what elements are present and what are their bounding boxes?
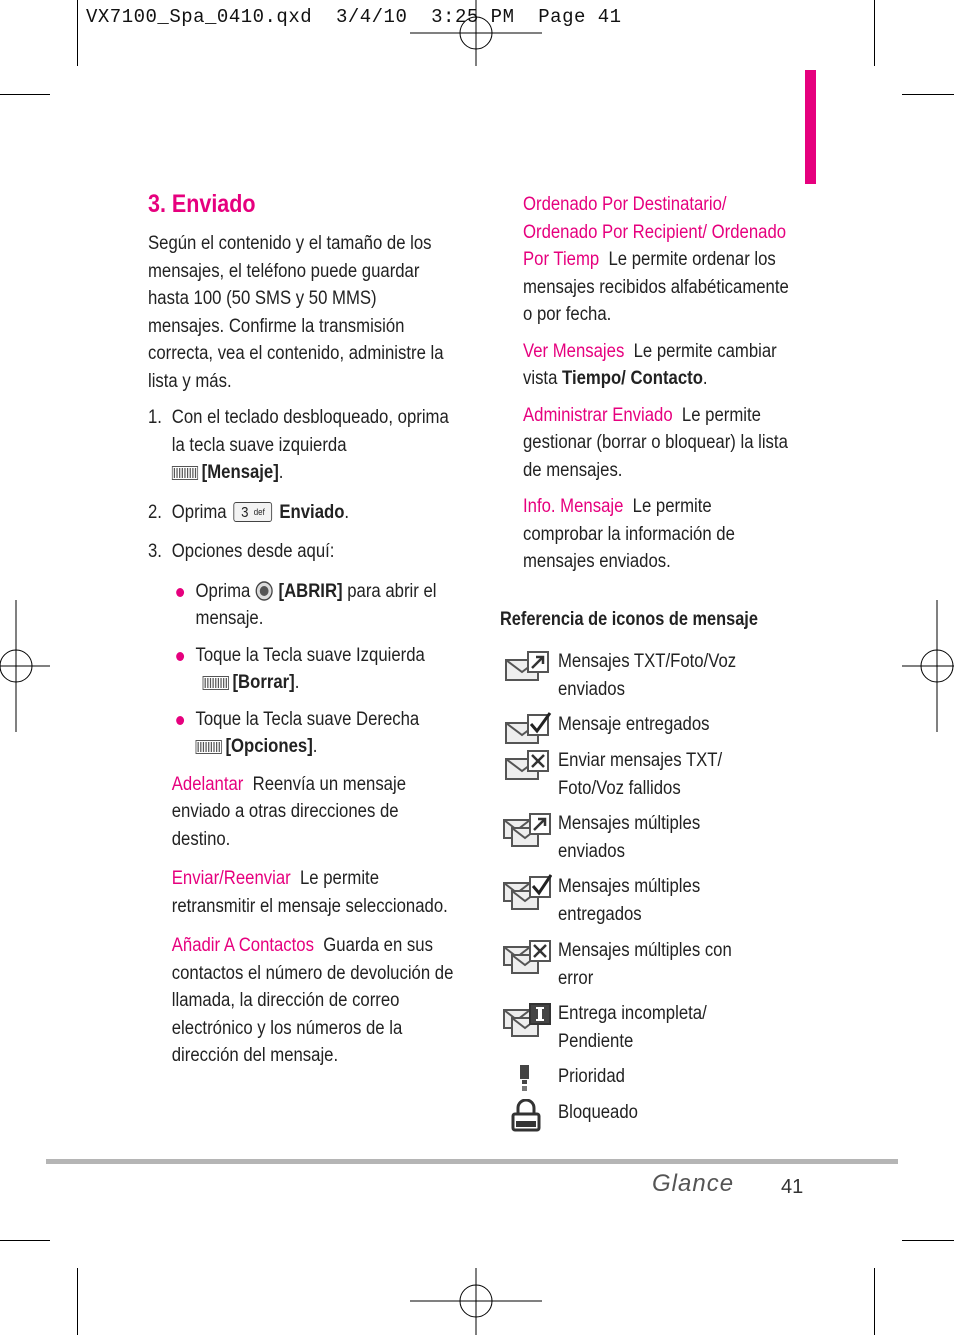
icon-ref-row — [500, 1063, 820, 1098]
brand-logo: Glance — [652, 1170, 735, 1197]
menu-enviado: Enviado — [279, 501, 345, 523]
ok-key-icon — [256, 581, 274, 601]
key-3-icon: 3 def — [234, 502, 273, 522]
bullet-dot — [176, 588, 184, 597]
bullet-dot — [176, 716, 184, 725]
icon-ref-label: Mensajes múltiples entregados — [558, 876, 701, 925]
option-item: Info. Mensaje Le permite comprobar la información de mensajes enviados. — [523, 496, 735, 572]
icon-ref-row — [500, 747, 820, 802]
icon-ref-label: Entrega incompleta/ Pendiente — [558, 1003, 707, 1052]
envelope-sent-icon — [500, 648, 552, 688]
footer-rule — [46, 1159, 898, 1164]
option-item: Añadir A Contactos Guarda en sus contactos el número de devolución de llamada, la dirección de correo electrónico y los números de la dirección del mensaje. — [171, 935, 454, 1066]
crop-mark — [77, 0, 78, 66]
option-item: Ver Mensajes Le permite cambiar vista Tiempo/ Contacto. — [523, 340, 777, 389]
intro-paragraph: Según el contenido y el tamaño de los mensajes, el teléfono puede guardar hasta 100 (50 SMS y 50 MMS) mensajes. Confirme la transmisión correcta, vea el contenido, administre la lista y más. — [148, 233, 444, 392]
option-term: Administrar Enviado — [523, 404, 673, 426]
key-label-mensaje: [Mensaje] — [201, 462, 279, 483]
left-soft-key-icon — [172, 466, 198, 480]
icon-ref-label: Mensajes múltiples con error — [558, 940, 732, 989]
section-tab-bar — [805, 70, 816, 184]
option-term: Adelantar — [171, 773, 244, 795]
envelope-delivered-icon — [500, 711, 552, 751]
step-number: 1. — [148, 407, 162, 428]
page-number: 41 — [781, 1176, 804, 1198]
step-number: 2. — [148, 501, 162, 523]
crop-mark — [0, 94, 50, 95]
bullet-item: Oprima [ABRIR] para abrir el mensaje. — [196, 578, 456, 633]
option-term: Ver Mensajes — [523, 340, 625, 362]
multi-envelope-pending-icon — [500, 1000, 552, 1044]
icon-ref-label: Mensajes TXT/Foto/Voz enviados — [558, 651, 737, 700]
bullet-dot — [176, 652, 184, 661]
left-soft-key-icon — [203, 676, 229, 690]
icon-ref-row — [500, 1000, 820, 1055]
lock-icon — [500, 1099, 552, 1133]
crop-mark — [902, 1240, 954, 1241]
icon-ref-label: Prioridad — [558, 1066, 625, 1087]
icon-ref-row — [500, 1099, 820, 1138]
icon-ref-row — [500, 810, 820, 865]
multi-envelope-delivered-icon — [500, 873, 552, 917]
step-2: 2. Oprima 3 def Enviado. — [148, 499, 456, 527]
envelope-failed-icon — [500, 747, 552, 787]
icon-ref-label: Mensajes múltiples enviados — [558, 813, 701, 862]
step-number: 3. — [148, 541, 162, 562]
option-term: Añadir A Contactos — [171, 935, 314, 956]
option-list-left — [172, 771, 456, 1070]
icon-ref-label: Mensaje entregados — [558, 714, 710, 735]
icon-ref-row — [500, 648, 820, 703]
icon-ref-row — [500, 937, 820, 992]
print-slug: VX7100_Spa_0410.qxd 3/4/10 3:25 PM Page 41 — [86, 6, 622, 28]
crop-mark — [77, 1268, 78, 1335]
multi-envelope-error-icon — [500, 937, 552, 981]
registration-mark-right — [902, 600, 954, 732]
bullet-list — [196, 578, 456, 761]
crop-mark — [0, 1240, 50, 1241]
left-column — [148, 230, 456, 1070]
priority-icon — [500, 1063, 552, 1093]
option-item: Ordenado Por Destinatario/ Ordenado Por Recipient/ Ordenado Por Tiemp Le permite ordenar los mensajes recibidos alfabéticamente o por fecha. — [523, 194, 789, 325]
crop-mark — [902, 94, 954, 95]
bullet-item: Toque la Tecla suave Izquierda [Borrar]. — [196, 642, 456, 697]
section-title: 3. Enviado — [148, 190, 256, 218]
registration-mark-bottom — [410, 1268, 542, 1335]
option-term: Info. Mensaje — [523, 496, 624, 517]
step-3: 3. Opciones desde aquí: — [148, 538, 456, 566]
multi-envelope-sent-icon — [500, 810, 552, 854]
option-term: Ordenado Por Destinatario/ Ordenado Por Recipient/ Ordenado Por Tiemp — [523, 194, 787, 270]
step-1: 1. Con el teclado desbloqueado, oprima la tecla suave izquierda [Mensaje]. — [148, 404, 456, 487]
right-column — [523, 191, 796, 576]
registration-mark-left — [0, 600, 50, 732]
option-term: Enviar/Reenviar — [171, 868, 291, 889]
right-soft-key-icon — [196, 740, 222, 754]
icon-ref-label: Enviar mensajes TXT/ Foto/Voz fallidos — [558, 750, 723, 799]
step-text: Con el teclado desbloqueado, oprima la tecla suave izquierda — [171, 407, 449, 456]
option-item: Administrar Enviado Le permite gestionar (borrar o bloquear) la lista de mensajes. — [523, 404, 788, 481]
crop-mark — [874, 1268, 875, 1335]
icon-ref-label: Bloqueado — [558, 1102, 638, 1123]
icon-reference-heading: Referencia de iconos de mensaje — [500, 609, 758, 630]
crop-mark — [874, 0, 875, 66]
option-item: Adelantar Reenvía un mensaje enviado a otras direcciones de destino. — [171, 773, 407, 850]
option-item: Enviar/Reenviar Le permite retransmitir el mensaje seleccionado. — [171, 868, 448, 917]
icon-ref-row — [500, 873, 820, 928]
bullet-item: Toque la Tecla suave Derecha [Opciones]. — [196, 706, 456, 761]
